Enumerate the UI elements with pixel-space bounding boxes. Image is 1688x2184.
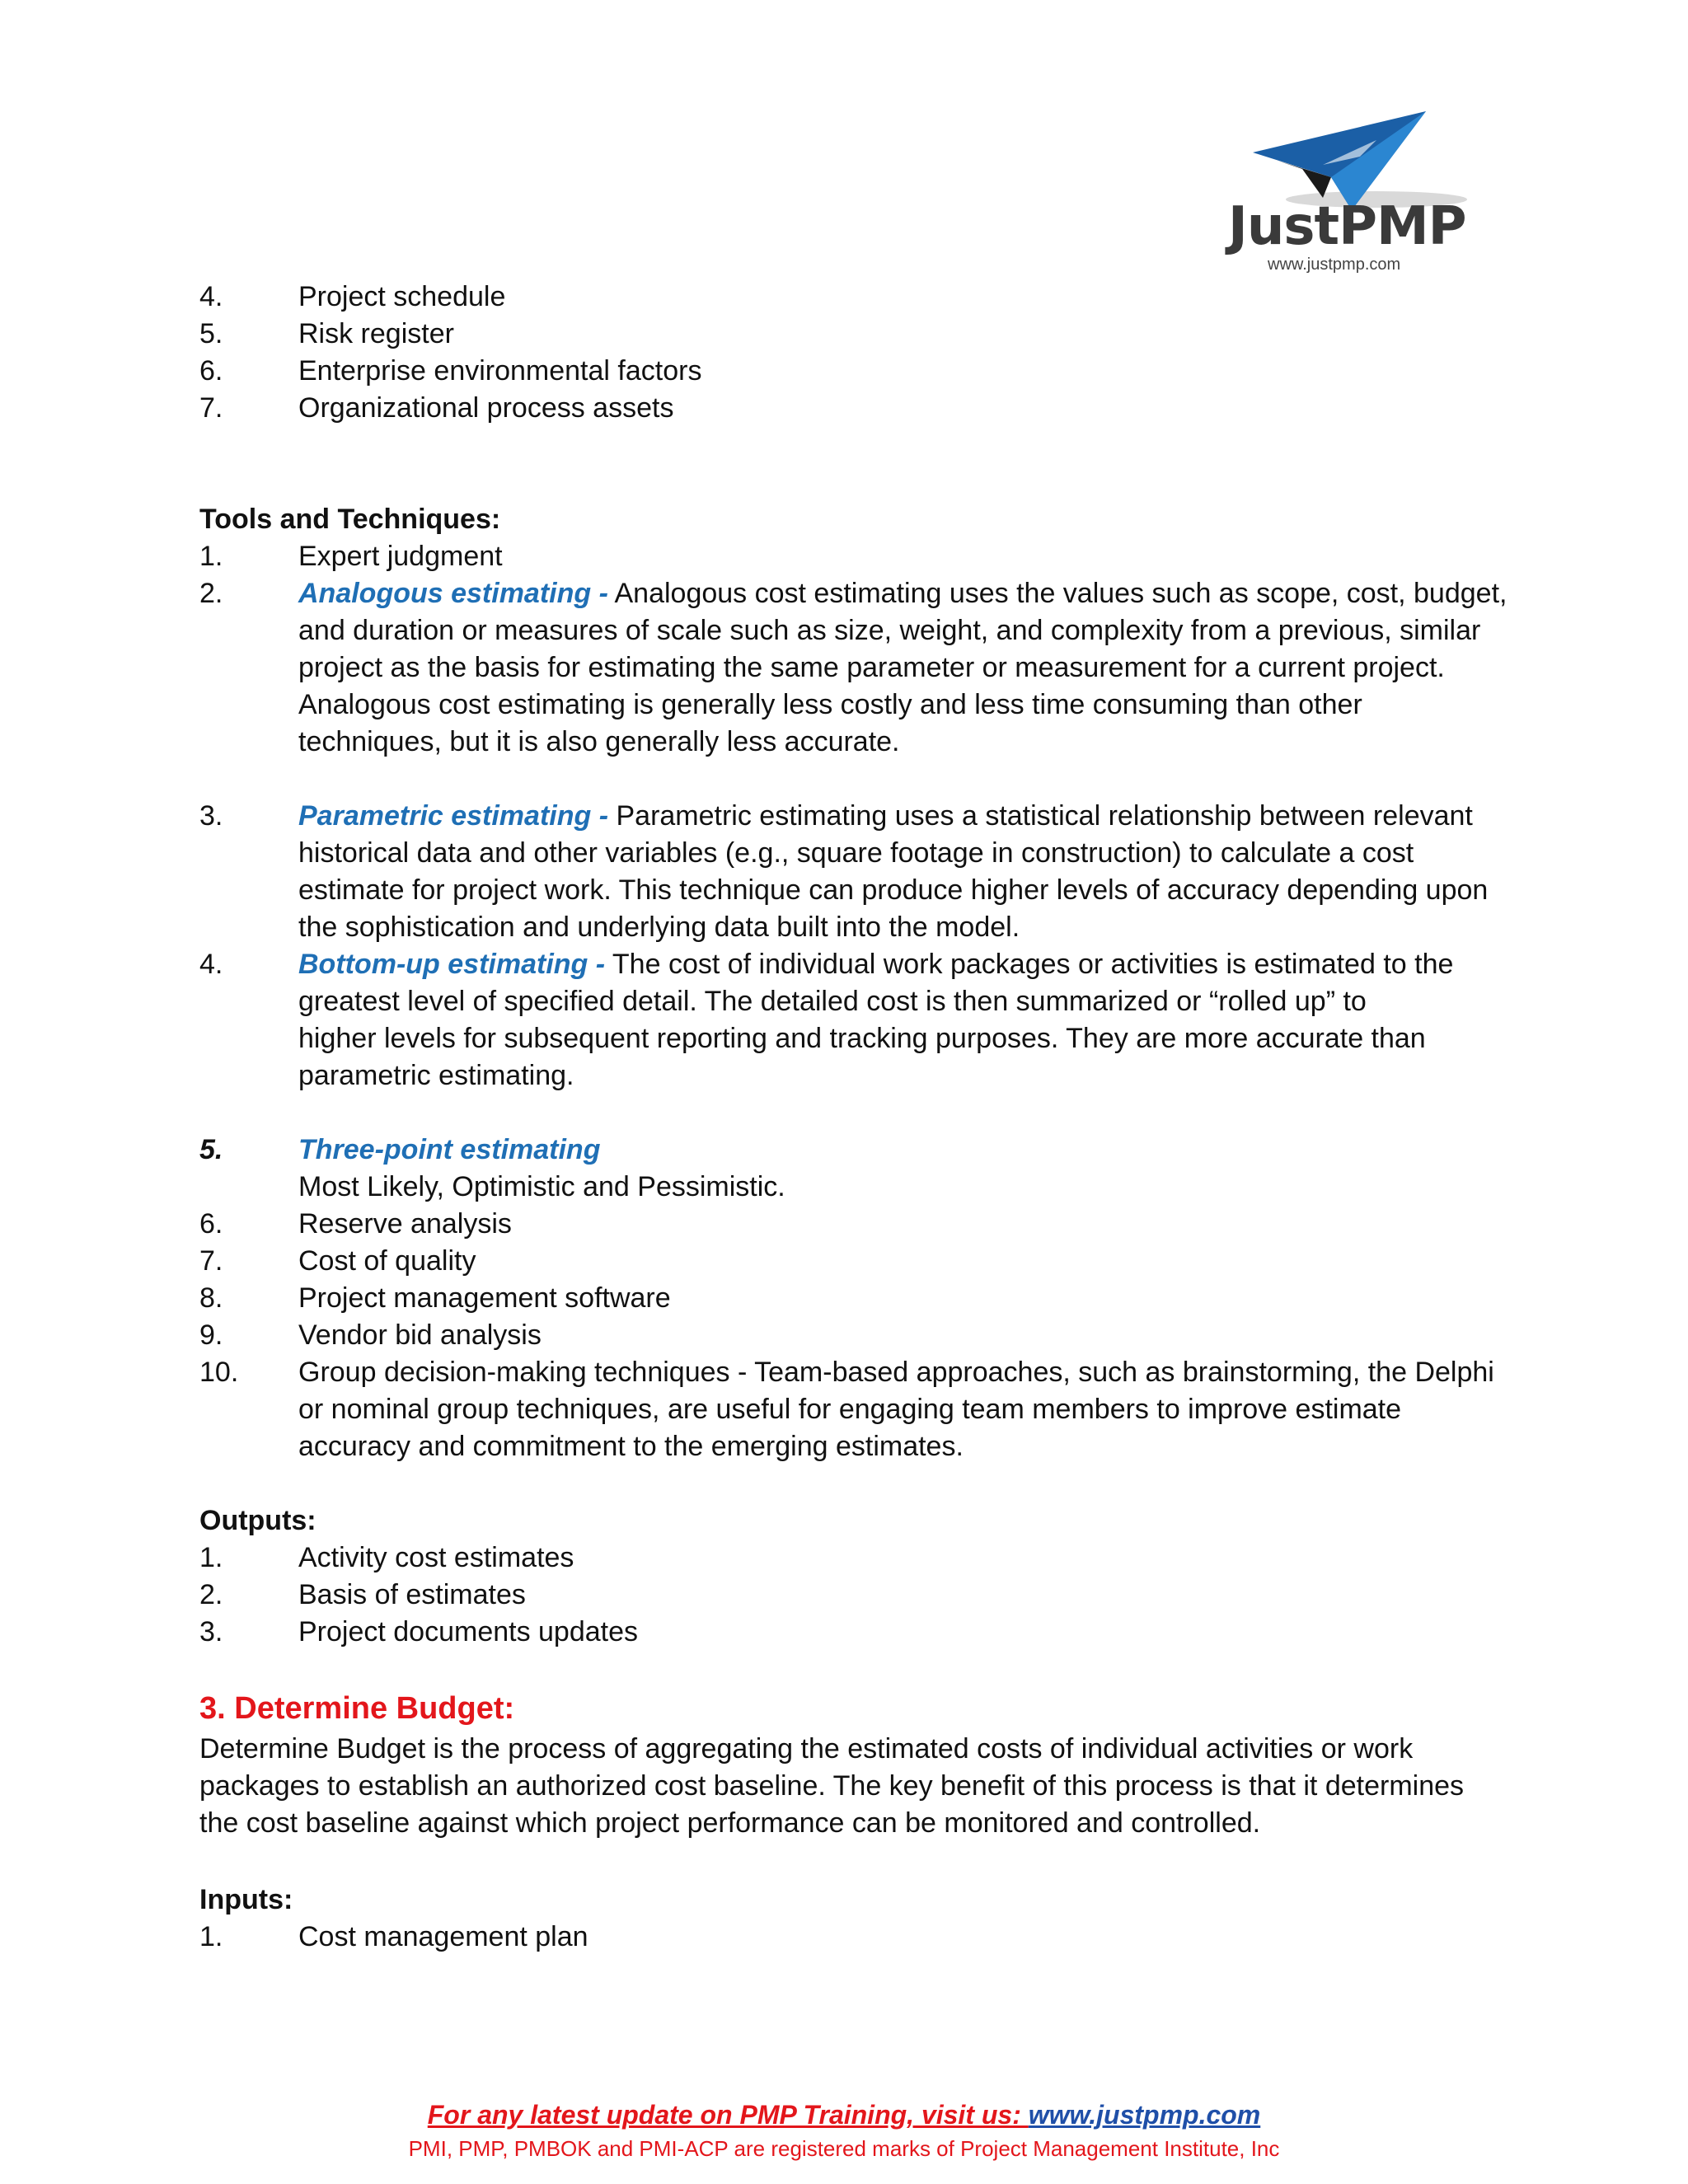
footer-promo-text: For any latest update on PMP Training, visit us: (427, 2100, 1029, 2130)
footer-promo (0, 2100, 1688, 2130)
inputs-heading: Inputs: (199, 1884, 293, 1915)
footer-link[interactable]: www.justpmp.com (1028, 2100, 1261, 2130)
section-title: 3. Determine Budget: (199, 1691, 515, 1726)
term-parametric: Parametric estimating - (298, 800, 609, 832)
logo-wordmark: JustPMP (1228, 196, 1466, 257)
justpmp-logo (1228, 107, 1484, 280)
document-page: JustPMP www.justpmp.com 4. Project schedule 5. Risk register 6. Enterprise environmental factors 7. Organizational process assets Tools and Techniques: 1. Expert judgment 2. Analogous estimating - Analogous cost estimating uses the values such as scope, cost, budget, and duration or measures of scale such as size, weight, and complexity from a previous, similar project as the basis for estimating the same parameter or measurement for a current project. Analogous cost estimating is generally less costly and less time consuming than other techniques, but it is also generally less accurate. 3. Parametric estimating - Parametric estimating uses a statistical relationship between relevant historical data and other variables (e.g., square footage in construction) to calculate a cost estimate for project work. This technique can produce higher levels of accuracy depending upon the sophistication and underlying data built into the model. 4. Bottom-up estimating - The cost of individual work packages or activities is estimated to the greatest level of specified detail. The detailed cost is then summarized or “rolled up” to higher levels for subsequent reporting and tracking purposes. They are more accurate than parametric estimating. 5. Three-point estimating Most Likely, Optimistic and Pessimistic. 6. Reserve analysis 7. Cost of quality 8. Project management software 9. Vendor bid analysis 10. Group decision-making techniques - Team-based approaches, such as brainstorming, the Delphi or nominal group techniques, are useful for engaging team members to improve estimate accuracy and commitment to the emerging estimates. Outputs: 1. Activity cost estimates 2. Basis of estimates 3. Project documents updates 3. Determine Budget: Determine Budget is the process of aggregating the estimated costs of individual activities or work packages to establish an authorized cost baseline. The key benefit of this process is that it determines the cost baseline against which project performance can be monitored and controlled. Inputs: 1. Cost management plan For any latest update on PMP Training, visit us: www.justpmp.com PMI, PMP, PMBOK and PMI-ACP are registered marks of Project Management Institute, Inc (0, 0, 1688, 2184)
term-bottom-up: Bottom-up estimating - (298, 949, 606, 980)
footer-trademark-note: PMI, PMP, PMBOK and PMI-ACP are registered marks of Project Management Institute, Inc (408, 2136, 1280, 2161)
section-description: Determine Budget is the process of aggregating the estimated costs of individual activities or work packages to establish an authorized cost baseline. The key benefit of this process is that it determines the cost baseline against which project performance can be monitored and controlled. (199, 1733, 1465, 1839)
term-three-point: Three-point estimating (298, 1134, 601, 1165)
term-analogous: Analogous estimating - (298, 578, 608, 609)
outputs-heading: Outputs: (199, 1505, 316, 1536)
logo-url: www.justpmp.com (1268, 255, 1401, 274)
tools-heading: Tools and Techniques: (199, 504, 501, 535)
